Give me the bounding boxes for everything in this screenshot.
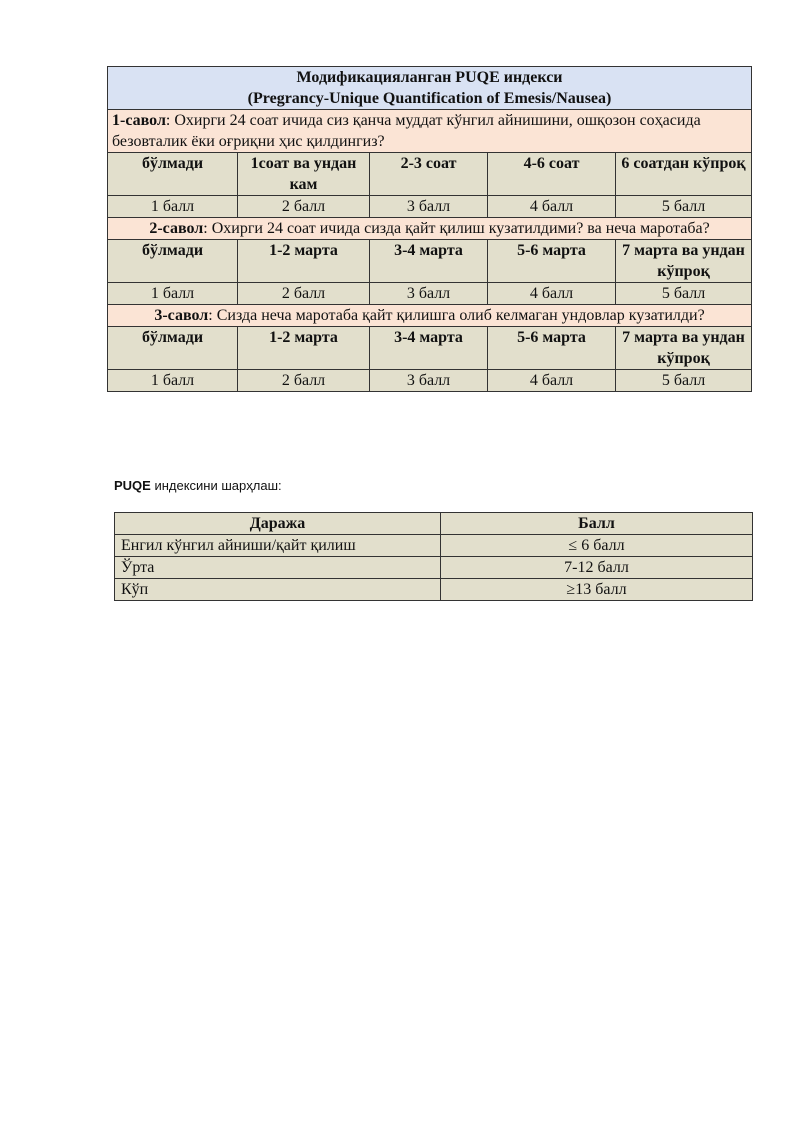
- question-1: [108, 110, 752, 153]
- question-2: [108, 218, 752, 240]
- question-1-text: : Охирги 24 соат ичида сиз қанча муддат кўнгил айнишини, ошқозон соҳасида безовталик ёки оғриқни ҳис қилдингиз?: [112, 112, 701, 150]
- interpretation-heading: [114, 478, 282, 493]
- score-cell: ≥13 балл: [441, 579, 753, 601]
- q3-option: 1-2 марта: [238, 327, 370, 370]
- q2-option: 7 марта ва ундан кўпроқ: [616, 240, 752, 283]
- q3-score: 1 балл: [108, 370, 238, 392]
- interpretation-heading-text: индексини шарҳлаш:: [150, 478, 282, 493]
- q3-score: 5 балл: [616, 370, 752, 392]
- q1-option: бўлмади: [108, 153, 238, 196]
- q2-option: бўлмади: [108, 240, 238, 283]
- q3-option: 7 марта ва ундан кўпроқ: [616, 327, 752, 370]
- title-line-2: (Pregrancy-Unique Quantification of Emesis/Nausea): [247, 90, 612, 107]
- score-cell: 7-12 балл: [441, 557, 753, 579]
- q2-score: 4 балл: [488, 283, 616, 305]
- q3-option: 3-4 марта: [370, 327, 488, 370]
- header-level: Даража: [115, 513, 441, 535]
- interpretation-table: [114, 512, 753, 601]
- q1-option: 2-3 соат: [370, 153, 488, 196]
- q1-option: 4-6 соат: [488, 153, 616, 196]
- q1-score: 4 балл: [488, 196, 616, 218]
- question-3: [108, 305, 752, 327]
- interpretation-heading-bold: PUQE: [114, 478, 151, 493]
- question-1-label: 1-савол: [112, 112, 166, 129]
- q2-score: 1 балл: [108, 283, 238, 305]
- q1-option: 1соат ва ундан кам: [238, 153, 370, 196]
- q1-score: 2 балл: [238, 196, 370, 218]
- q3-option: бўлмади: [108, 327, 238, 370]
- q1-option: 6 соатдан кўпроқ: [616, 153, 752, 196]
- table-title: [108, 67, 752, 110]
- q2-score: 3 балл: [370, 283, 488, 305]
- level-cell: Кўп: [115, 579, 441, 601]
- puqe-index-table: [107, 66, 752, 392]
- table-row: [115, 579, 753, 601]
- q2-option: 3-4 марта: [370, 240, 488, 283]
- q2-option: 1-2 марта: [238, 240, 370, 283]
- question-2-label: 2-савол: [149, 220, 204, 237]
- q1-score: 3 балл: [370, 196, 488, 218]
- q3-score: 3 балл: [370, 370, 488, 392]
- q1-score: 1 балл: [108, 196, 238, 218]
- q3-option: 5-6 марта: [488, 327, 616, 370]
- title-line-1: Модификацияланган PUQE индекси: [296, 69, 563, 86]
- level-cell: Енгил кўнгил айниши/қайт қилиш: [115, 535, 441, 557]
- level-cell: Ўрта: [115, 557, 441, 579]
- header-score: Балл: [441, 513, 753, 535]
- table-row: [115, 557, 753, 579]
- score-cell: ≤ 6 балл: [441, 535, 753, 557]
- q2-score: 5 балл: [616, 283, 752, 305]
- q1-score: 5 балл: [616, 196, 752, 218]
- q3-score: 4 балл: [488, 370, 616, 392]
- question-2-text: : Охирги 24 соат ичида сизда қайт қилиш кузатилдими? ва неча маротаба?: [203, 220, 710, 237]
- q2-option: 5-6 марта: [488, 240, 616, 283]
- q3-score: 2 балл: [238, 370, 370, 392]
- question-3-label: 3-савол: [154, 307, 209, 324]
- table-row: [115, 535, 753, 557]
- question-3-text: : Сизда неча маротаба қайт қилишга олиб келмаган ундовлар кузатилди?: [208, 307, 705, 324]
- q2-score: 2 балл: [238, 283, 370, 305]
